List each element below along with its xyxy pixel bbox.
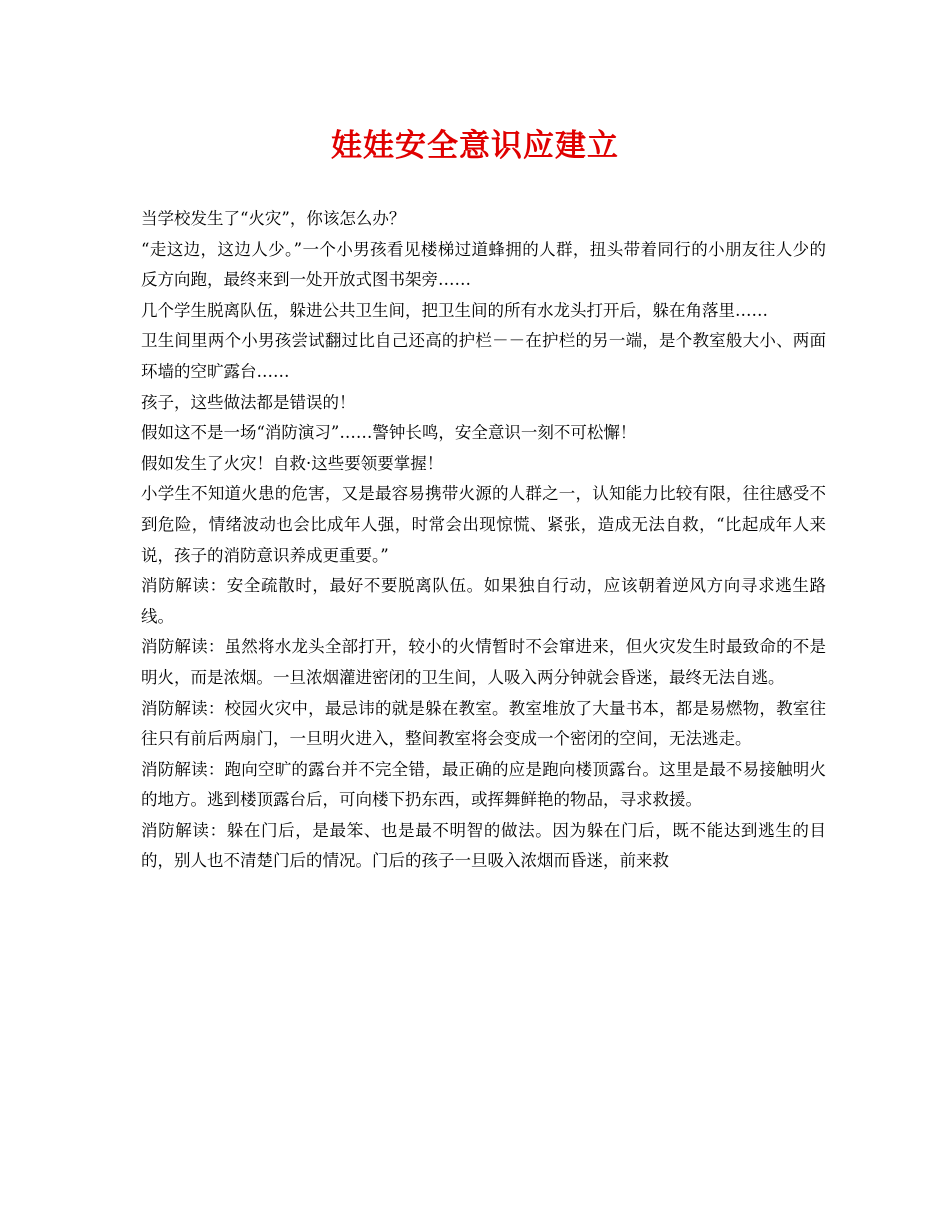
paragraph: 孩子，这些做法都是错误的！ xyxy=(141,392,356,412)
paragraph: “走这边，这边人少。”一个小男孩看见楼梯过道蜂拥的人群，扭头带着同行的小朋友往人少的反方向跑，最终来到一处开放式图书架旁…… xyxy=(141,239,826,290)
paragraph: 卫生间里两个小男孩尝试翻过比自己还高的护栏－－在护栏的另一端，是个教室般大小、两面环墙的空旷露台…… xyxy=(141,331,826,381)
paragraph: 几个学生脱离队伍，躲进公共卫生间，把卫生间的所有水龙头打开后，躲在角落里…… xyxy=(141,300,768,320)
paragraph: 小学生不知道火患的危害，又是最容易携带火源的人群之一，认知能力比较有限，往往感受不到危险，情绪波动也会比成年人强，时常会出现惊慌、紧张，造成无法自救，“比起成年人来说，孩子的消防意识养成更重要。” xyxy=(141,484,826,565)
paragraph: 当学校发生了“火灾”，你该怎么办？ xyxy=(141,209,406,228)
paragraph: 假如这不是一场“消防演习”……警钟长鸣，安全意识一刻不可松懈！ xyxy=(141,423,637,443)
page-title: 娃娃安全意识应建立 xyxy=(331,128,619,164)
paragraph: 消防解读：躲在门后，是最笨、也是最不明智的做法。因为躲在门后，既不能达到逃生的目的，别人也不清楚门后的情况。门后的孩子一旦吸入浓烟而昏迷，前来救 xyxy=(141,820,826,871)
paragraph: 假如发生了火灾！自救·这些要领要掌握！ xyxy=(141,453,444,473)
paragraph: 消防解读：跑向空旷的露台并不完全错，最正确的应是跑向楼顶露台。这里是最不易接触明火的地方。逃到楼顶露台后，可向楼下扔东西，或挥舞鲜艳的物品，寻求救援。 xyxy=(141,759,826,810)
paragraph: 消防解读：虽然将水龙头全部打开，较小的火情暂时不会窜进来，但火灾发生时最致命的不是明火，而是浓烟。一旦浓烟灌进密闭的卫生间，人吸入两分钟就会昏迷，最终无法自逃。 xyxy=(141,637,826,687)
paragraph: 消防解读：安全疏散时，最好不要脱离队伍。如果独自行动，应该朝着逆风方向寻求逃生路线。 xyxy=(141,576,826,626)
article-body xyxy=(141,204,826,877)
paragraph: 消防解读：校园火灾中，最忌讳的就是躲在教室。教室堆放了大量书本，都是易燃物，教室往往只有前后两扇门，一旦明火进入，整间教室将会变成一个密闭的空间，无法逃走。 xyxy=(141,698,826,749)
